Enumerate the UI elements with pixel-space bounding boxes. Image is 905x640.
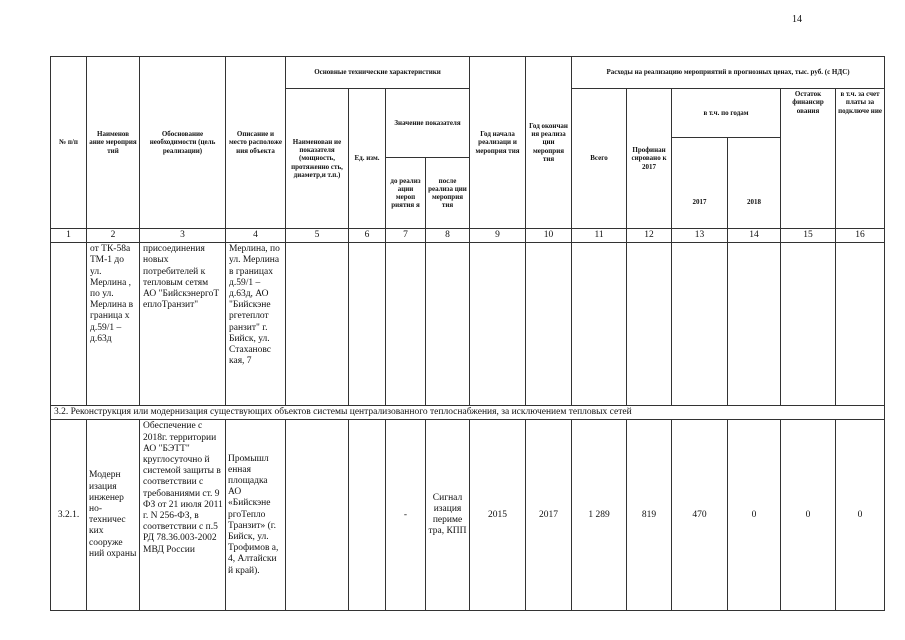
header-year-2018: 2018 — [728, 138, 781, 229]
header-num: № п/п — [51, 57, 87, 229]
investment-table — [50, 56, 885, 611]
header-year-end: Год окончан ия реализа ции мероприя тия — [526, 57, 572, 229]
connection-fee: 0 — [836, 420, 885, 611]
measure-location: Мерлина, по ул. Мерлина в границах д.59/1 – д.63д, АО "Бийскэне ргетеплот ранзит" г. Бийск, ул. Стахановс кая, 7 — [226, 243, 286, 406]
header-total: Всего — [572, 89, 627, 229]
measure-justification: Обеспечение с 2018г. территории АО "БЭТТ" круглосуточно й системой защиты в соответствии с требованиями ст. 9 ФЗ от 21 июля 2011 г. N 256-ФЗ, в соответствии с п.5 РД 78.36.003-2002 МВД России — [140, 420, 226, 611]
header-remaining: Остаток финансир ования — [781, 89, 836, 229]
header-costs-group: Расходы на реализацию мероприятий в прогнозных ценах, тыс. руб. (с НДС) — [572, 57, 885, 89]
column-numbers-row — [51, 229, 885, 243]
col-number: 14 — [728, 229, 781, 243]
section-title: 3.2. Реконструкция или модернизация существующих объектов системы централизованного теплоснабжения, за исключением тепловых сетей — [51, 406, 885, 420]
col-number: 4 — [226, 229, 286, 243]
col-number: 12 — [627, 229, 672, 243]
table-row — [51, 243, 885, 406]
header-by-years: в т.ч. по годам — [672, 89, 781, 138]
year-start: 2015 — [470, 420, 526, 611]
total-cost: 1 289 — [572, 420, 627, 611]
financed-2017: 819 — [627, 420, 672, 611]
header-indicator-name: Наименован ие показателя (мощность, протяженно сть, диаметр,и т.п.) — [286, 89, 349, 229]
col-number: 11 — [572, 229, 627, 243]
col-number: 13 — [672, 229, 728, 243]
col-number: 8 — [426, 229, 470, 243]
measure-justification: присоединения новых потребителей к тепловым сетям АО "БийскэнергоТ еплоТранзит" — [140, 243, 226, 406]
header-value-before: до реализ ации мероп риятия я — [386, 158, 426, 229]
col-number: 6 — [349, 229, 386, 243]
header-name: Наименов ание мероприя тий — [87, 57, 140, 229]
header-location: Описание и место расположе ния объекта — [226, 57, 286, 229]
col-number: 7 — [386, 229, 426, 243]
col-number: 10 — [526, 229, 572, 243]
col-number: 2 — [87, 229, 140, 243]
header-justification: Обоснование необходимости (цель реализации) — [140, 57, 226, 229]
header-unit: Ед. изм. — [349, 89, 386, 229]
year-end: 2017 — [526, 420, 572, 611]
cost-2017: 470 — [672, 420, 728, 611]
measure-location: Промышл енная площадка АО «Бийскэне ргоТепло Транзит» (г. Бийск, ул. Трофимов а, 4, Алтайски й край). — [226, 420, 286, 611]
measure-name: Модерн изация инженер но-техничес ких сооруже ний охраны — [87, 420, 140, 611]
header-value-group: Значение показателя — [386, 89, 470, 158]
page-number: 14 — [792, 14, 802, 25]
value-before: - — [386, 420, 426, 611]
cost-2018: 0 — [728, 420, 781, 611]
table-row — [51, 420, 885, 611]
unit — [349, 420, 386, 611]
indicator-name — [286, 420, 349, 611]
header-financed-2017: Профинан сировано к 2017 — [627, 89, 672, 229]
value-after: Сигнал изация периме тра, КПП — [426, 420, 470, 611]
header-year-start: Год начала реализаци и мероприя тия — [470, 57, 526, 229]
col-number: 1 — [51, 229, 87, 243]
col-number: 3 — [140, 229, 226, 243]
row-number: 3.2.1. — [51, 420, 87, 611]
measure-name: от ТК-58а ТМ-1 до ул. Мерлина , по ул. Мерлина в граница х д.59/1 – д.63д — [87, 243, 140, 406]
col-number: 15 — [781, 229, 836, 243]
remaining-financing: 0 — [781, 420, 836, 611]
section-row — [51, 406, 885, 420]
col-number: 16 — [836, 229, 885, 243]
col-number: 5 — [286, 229, 349, 243]
header-value-after: после реализа ции мероприя тия — [426, 158, 470, 229]
header-tech-group: Основные технические характеристики — [286, 57, 470, 89]
header-year-2017: 2017 — [672, 138, 728, 229]
header-connection-fee: в т.ч. за счет платы за подключе ние — [836, 89, 885, 229]
col-number: 9 — [470, 229, 526, 243]
